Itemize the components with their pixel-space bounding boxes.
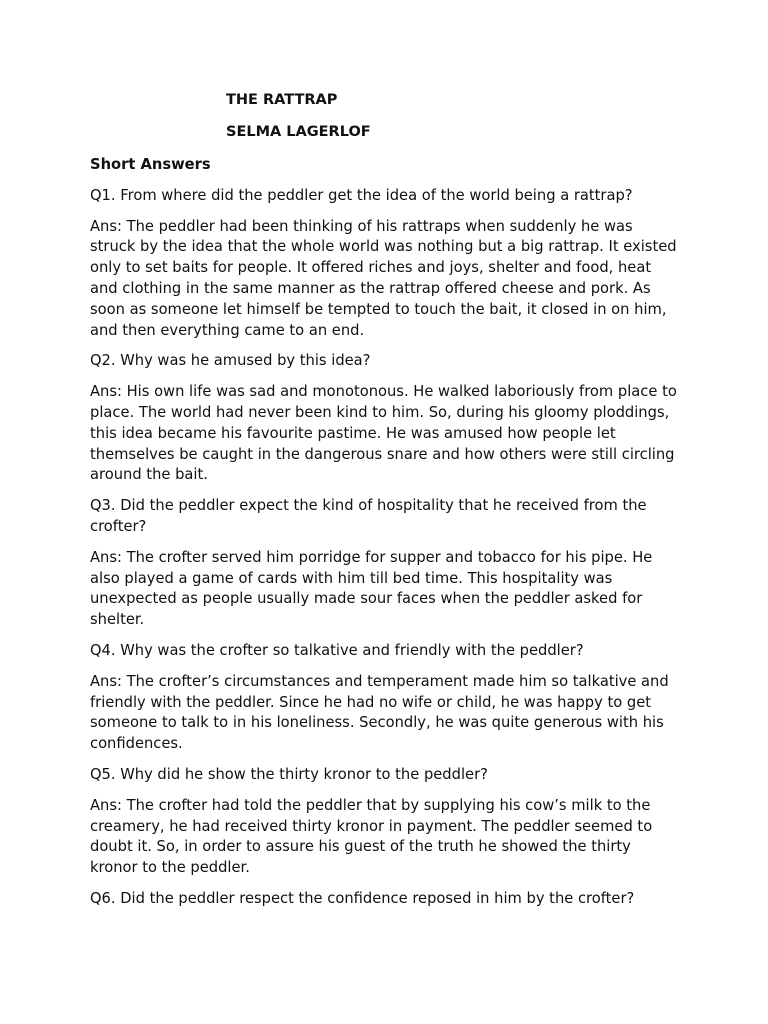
document-title: THE RATTRAP — [226, 92, 338, 108]
question-1: Q1. From where did the peddler get the idea of the world being a rattrap? — [90, 186, 633, 204]
question-4: Q4. Why was the crofter so talkative and friendly with the peddler? — [90, 641, 584, 659]
document-author: SELMA LAGERLOF — [226, 124, 371, 140]
answer-2: Ans: His own life was sad and monotonous. He walked laboriously from place to place. The world had never been kind to him. So, during his gloomy ploddings, this idea became his favourite pastime. He was amused how people let themselves be caught in the dangerous snare and how others were still circling around the bait. — [90, 383, 677, 484]
section-heading: Short Answers — [90, 156, 211, 173]
document-body — [90, 155, 678, 920]
answer-1: Ans: The peddler had been thinking of his rattraps when suddenly he was struck by the idea that the whole world was nothing but a big rattrap. It existed only to set baits for people. It offered riches and joys, shelter and food, heat and clothing in the same manner as the rattrap offered cheese and pork. As soon as someone let himself be tempted to touch the bait, it closed in on him, and then everything came to an end. — [90, 217, 677, 339]
answer-5: Ans: The crofter had told the peddler that by supplying his cow’s milk to the creamery, he had received thirty kronor in payment. The peddler seemed to doubt it. So, in order to assure his guest of the truth he showed the thirty kronor to the peddler. — [90, 796, 653, 877]
answer-3: Ans: The crofter served him porridge for supper and tobacco for his pipe. He also played a game of cards with him till bed time. This hospitality was unexpected as people usually made sour faces when the peddler asked for shelter. — [90, 548, 653, 629]
question-3: Q3. Did the peddler expect the kind of hospitality that he received from the crofter? — [90, 497, 647, 535]
answer-4: Ans: The crofter’s circumstances and temperament made him so talkative and friendly with the peddler. Since he had no wife or child, he was happy to get someone to talk to in his loneliness. Secondly, he was quite generous with his confidences. — [90, 672, 669, 753]
question-5: Q5. Why did he show the thirty kronor to the peddler? — [90, 765, 488, 783]
question-2: Q2. Why was he amused by this idea? — [90, 352, 371, 370]
question-6: Q6. Did the peddler respect the confidence reposed in him by the crofter? — [90, 889, 635, 907]
